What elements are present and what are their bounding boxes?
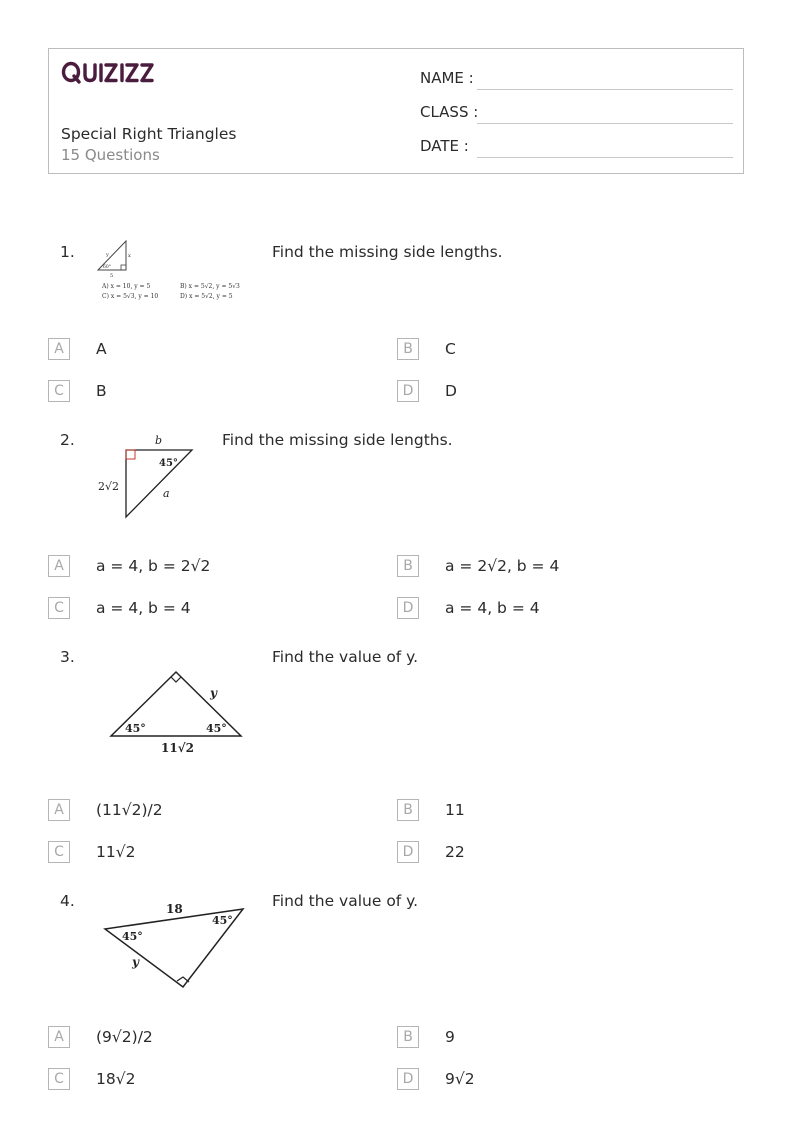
option-a-text[interactable]: a = 4, b = 2√2	[96, 557, 211, 575]
fig4-label-angle-right: 45°	[212, 914, 233, 927]
option-b-text[interactable]: 11	[445, 801, 465, 819]
option-d-box[interactable]: D	[397, 380, 419, 402]
question-number: 4.	[60, 892, 75, 910]
question-text: Find the missing side lengths.	[272, 243, 503, 261]
option-b-text[interactable]: a = 2√2, b = 4	[445, 557, 560, 575]
quizizz-logo	[61, 59, 161, 93]
fig1-choice-c: C) x = 5√3, y = 10	[102, 293, 159, 300]
fig4-label-y: y	[132, 955, 139, 969]
option-d-box[interactable]: D	[397, 597, 419, 619]
fig2-label-side: 2√2	[98, 480, 120, 493]
option-c-box[interactable]: C	[48, 841, 70, 863]
fig3-label-angle-left: 45°	[125, 722, 146, 735]
name-label: NAME :	[420, 69, 474, 87]
option-b-box[interactable]: B	[397, 555, 419, 577]
option-a-text[interactable]: (9√2)/2	[96, 1028, 153, 1046]
option-b-box[interactable]: B	[397, 799, 419, 821]
worksheet-header	[48, 48, 744, 174]
fig3-label-angle-right: 45°	[206, 722, 227, 735]
fig1-choice-b: B) x = 5√2, y = 5√3	[180, 283, 240, 290]
option-a-box[interactable]: A	[48, 338, 70, 360]
option-c-box[interactable]: C	[48, 380, 70, 402]
fig2-label-angle: 45°	[159, 458, 178, 469]
option-d-box[interactable]: D	[397, 841, 419, 863]
fig1-choice-a: A) x = 10, y = 5	[102, 283, 151, 290]
question-4-figure	[100, 898, 250, 990]
option-a-box[interactable]: A	[48, 555, 70, 577]
date-line[interactable]	[477, 157, 733, 158]
option-c-box[interactable]: C	[48, 1068, 70, 1090]
option-a-text[interactable]: (11√2)/2	[96, 801, 163, 819]
fig3-label-y: y	[210, 686, 217, 700]
option-d-text[interactable]: 9√2	[445, 1070, 475, 1088]
fig4-label-angle-left: 45°	[122, 930, 143, 943]
option-d-text[interactable]: D	[445, 382, 457, 400]
option-d-text[interactable]: a = 4, b = 4	[445, 599, 540, 617]
option-d-box[interactable]: D	[397, 1068, 419, 1090]
fig1-label-x: x	[128, 253, 131, 259]
fig1-label-angle: 60°	[103, 265, 111, 270]
fig2-label-b: b	[155, 434, 163, 447]
option-a-box[interactable]: A	[48, 799, 70, 821]
fig1-choice-d: D) x = 5√2, y = 5	[180, 293, 233, 300]
option-c-text[interactable]: 18√2	[96, 1070, 136, 1088]
name-line[interactable]	[477, 89, 733, 90]
option-c-text[interactable]: B	[96, 382, 107, 400]
option-a-box[interactable]: A	[48, 1026, 70, 1048]
option-c-text[interactable]: a = 4, b = 4	[96, 599, 191, 617]
fig1-label-5: 5	[110, 273, 114, 279]
fig1-label-y: y	[106, 252, 109, 258]
question-count: 15 Questions	[61, 146, 160, 164]
option-a-text[interactable]: A	[96, 340, 107, 358]
class-line[interactable]	[477, 123, 733, 124]
question-number: 1.	[60, 243, 75, 261]
option-b-box[interactable]: B	[397, 1026, 419, 1048]
question-number: 2.	[60, 431, 75, 449]
fig4-label-18: 18	[166, 902, 183, 916]
option-d-text[interactable]: 22	[445, 843, 465, 861]
question-1-figure	[96, 238, 256, 304]
question-2-figure	[96, 430, 198, 522]
option-b-text[interactable]: C	[445, 340, 456, 358]
class-label: CLASS :	[420, 103, 479, 121]
question-number: 3.	[60, 648, 75, 666]
question-3-figure	[100, 662, 250, 762]
question-text: Find the missing side lengths.	[222, 431, 453, 449]
worksheet-title: Special Right Triangles	[61, 125, 237, 143]
option-c-text[interactable]: 11√2	[96, 843, 136, 861]
fig2-label-a: a	[163, 487, 170, 500]
date-label: DATE :	[420, 137, 469, 155]
option-b-text[interactable]: 9	[445, 1028, 455, 1046]
fig3-label-base: 11√2	[161, 741, 194, 755]
question-text: Find the value of y.	[272, 648, 419, 666]
option-b-box[interactable]: B	[397, 338, 419, 360]
option-c-box[interactable]: C	[48, 597, 70, 619]
question-text: Find the value of y.	[272, 892, 419, 910]
